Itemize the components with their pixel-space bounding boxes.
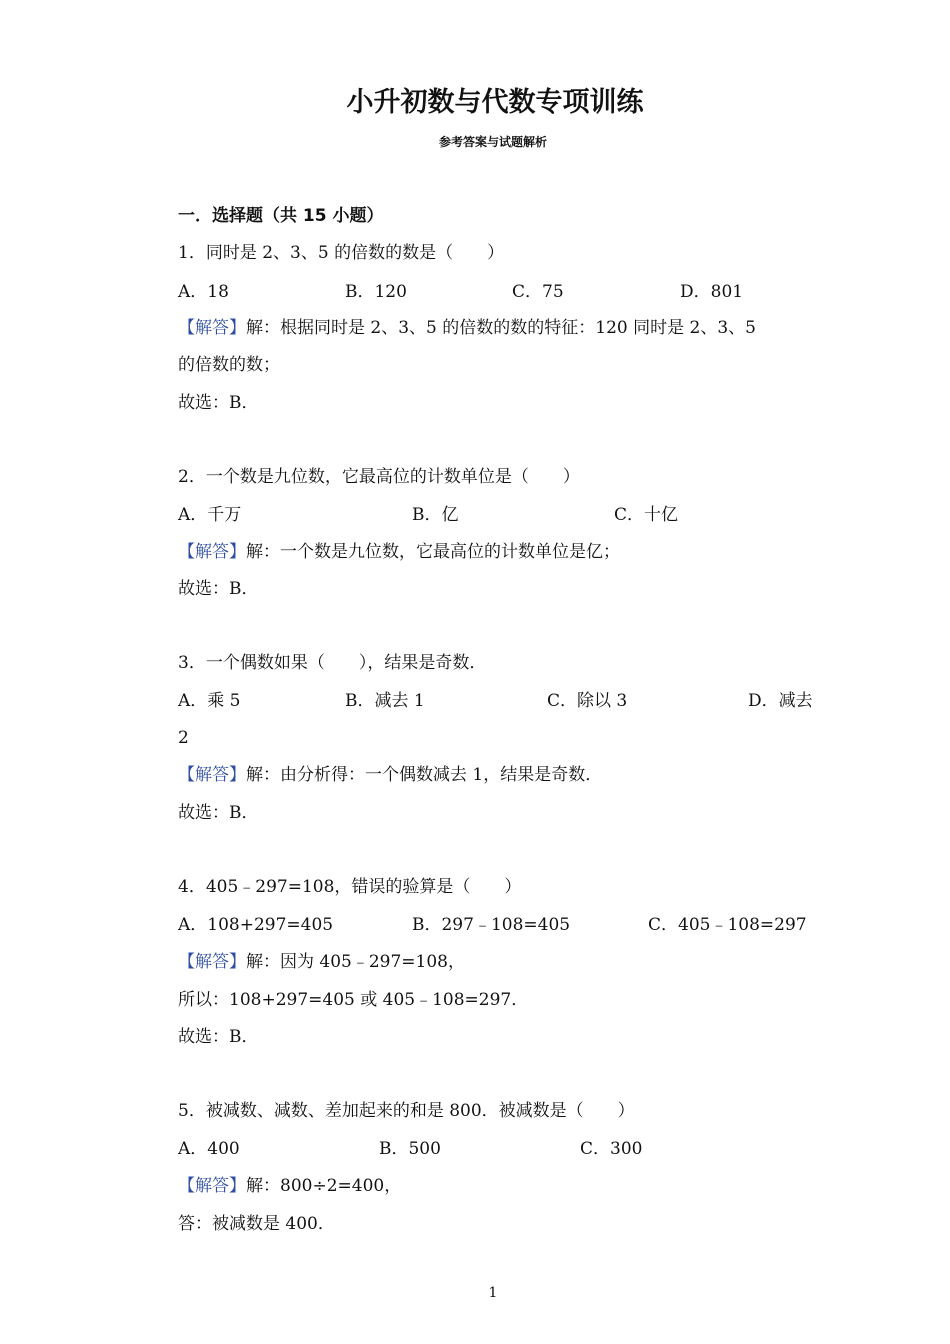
question-2-conclusion: 故选：B．: [178, 579, 259, 599]
question-1-option-c: C．75: [512, 282, 564, 302]
page-title: 小升初数与代数专项训练: [346, 87, 644, 118]
question-3-option-b: B．减去 1: [345, 691, 425, 711]
question-5-solution-line-2: 答：被减数是 400．: [178, 1214, 335, 1234]
question-3-option-c: C．除以 3: [547, 691, 628, 711]
question-1-solution-line-1: 【解答】解：根据同时是 2、3、5 的倍数的数的特征：120 同时是 2、3、5: [178, 318, 756, 338]
question-2-option-c: C．十亿: [614, 505, 679, 525]
question-4-option-c: C．405﹣108=297: [648, 915, 807, 935]
question-1-conclusion: 故选：B．: [178, 393, 259, 413]
question-4-stem: 4．405﹣297=108，错误的验算是（ ）: [178, 877, 522, 897]
question-5-solution-line-1: 【解答】解：800÷2=400，: [178, 1176, 402, 1196]
question-4-option-a: A．108+297=405: [178, 915, 334, 935]
answer-tag: 【解答】: [178, 952, 246, 972]
question-3-option-d: D．减去: [748, 691, 813, 711]
question-3-option-wrap: 2: [178, 728, 189, 748]
question-5-stem: 5．被减数、减数、差加起来的和是 800．被减数是（ ）: [178, 1101, 635, 1121]
answer-tag: 【解答】: [178, 542, 246, 562]
question-4-solution-line-1: 【解答】解：因为 405﹣297=108，: [178, 952, 465, 972]
question-4-option-b: B．297﹣108=405: [412, 915, 571, 935]
question-2-option-a: A．千万: [178, 505, 242, 525]
question-5-option-b: B．500: [379, 1139, 441, 1159]
page-subtitle: 参考答案与试题解析: [438, 135, 547, 149]
page-number: 1: [488, 1285, 498, 1301]
question-1-option-d: D．801: [680, 282, 744, 302]
question-3-solution: 【解答】解：由分析得：一个偶数减去 1，结果是奇数．: [178, 765, 603, 785]
answer-tag: 【解答】: [178, 765, 246, 785]
question-1-option-b: B．120: [345, 282, 407, 302]
question-5-option-a: A．400: [178, 1139, 240, 1159]
question-2-stem: 2．一个数是九位数，它最高位的计数单位是（ ）: [178, 467, 580, 487]
question-4-solution-line-2: 所以：108+297=405 或 405﹣108=297．: [178, 990, 529, 1010]
question-4-conclusion: 故选：B．: [178, 1027, 259, 1047]
answer-tag: 【解答】: [178, 1176, 246, 1196]
question-2-solution: 【解答】解：一个数是九位数，它最高位的计数单位是亿；: [178, 542, 620, 562]
question-1-stem: 1．同时是 2、3、5 的倍数的数是（ ）: [178, 243, 505, 263]
answer-tag: 【解答】: [178, 318, 246, 338]
question-3-conclusion: 故选：B．: [178, 803, 259, 823]
question-3-option-a: A．乘 5: [178, 691, 241, 711]
question-5-option-c: C．300: [580, 1139, 643, 1159]
question-2-option-b: B．亿: [412, 505, 459, 525]
section-heading: 一．选择题（共 15 小题）: [178, 206, 384, 226]
question-1-option-a: A．18: [178, 282, 229, 302]
question-1-solution-line-2: 的倍数的数；: [178, 355, 280, 375]
question-3-stem: 3．一个偶数如果（ ），结果是奇数．: [178, 653, 487, 673]
